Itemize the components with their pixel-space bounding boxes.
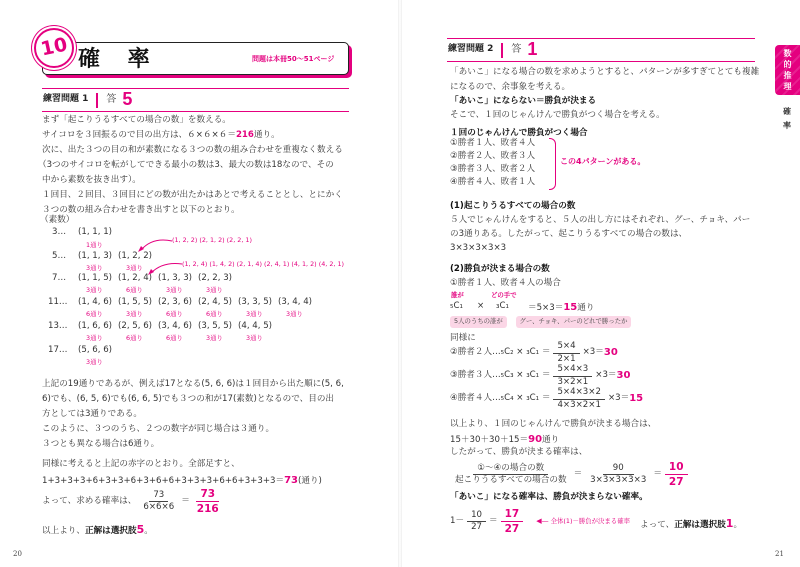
summation-expression: 1+3+3+3+6+3+3+6+3+6+6+3+3+3+6+6+3+3+3＝73(通り) <box>42 475 322 486</box>
key-point: 「あいこ」にならない＝勝負が決まる <box>450 96 597 106</box>
problem-2-header: 練習問題 2 答 1 <box>447 38 755 62</box>
arrow-icon <box>146 262 186 278</box>
chapter-number-badge: 10 <box>34 28 74 68</box>
arrow-icon <box>136 238 176 254</box>
final-calc: 1－ $\frac{10}{27}$ ＝ $\frac{17}{27}$ ◀— 全体(1)－勝負が決まる確率 <box>450 508 630 536</box>
result-fraction: $\frac{73}{216}$ <box>196 488 219 516</box>
probability-fraction: $\frac{\text{①～④の場合の数}}{\text{起こりうるすべての場合の数}}$ ＝ $\frac{90}{3\times 3\times 3\times 3\times 3}$ ＝ $\frac{10}{27}$ <box>448 460 691 489</box>
arrow-left-icon: ◀— <box>536 517 549 526</box>
fraction: $\frac{73}{6\times 6\times 6}$ <box>143 489 175 513</box>
conclusion: 以上より、正解は選択肢5。 <box>42 523 153 536</box>
side-tab-category: 数的推理 <box>775 45 800 95</box>
callout-who: 5人のうちの誰が <box>450 316 507 328</box>
conclusion: よって、正解は選択肢1。 <box>640 517 743 530</box>
section-heading: １回のじゃんけんで勝負がつく場合 <box>450 128 588 138</box>
problem-label: 練習問題 1 <box>43 94 89 105</box>
bracket-icon <box>549 138 556 190</box>
sum-label: 11… <box>48 297 68 307</box>
chapter-reference: 問題は本冊50～51ページ <box>252 55 335 63</box>
divider <box>501 43 503 58</box>
combo: (1, 1, 1) <box>78 227 113 237</box>
patterns-note: この4パターンがある。 <box>560 157 646 166</box>
permutation-note-124: (1, 2, 4) (1, 4, 2) (2, 1, 4) (2, 4, 1) (4, 1, 2) (4, 2, 1) <box>182 260 345 268</box>
answer-label: 答 <box>106 94 117 106</box>
answer-value: 5 <box>122 89 133 110</box>
page-number: 21 <box>775 550 784 558</box>
sum-label: 13… <box>48 321 68 331</box>
probability-calc: よって、求める確率は、 $\frac{73}{6\times 6\times 6}$ ＝ $\frac{73}{216}$ <box>42 487 226 516</box>
primes-label: （素数） <box>40 215 75 225</box>
section-heading: (1)起こりうるすべての場合の数 <box>450 201 576 211</box>
summation-intro: 同様に考えると上記の赤字のとおり。全部足すと、 <box>42 459 240 469</box>
section-heading: (2)勝負が決まる場合の数 <box>450 264 550 274</box>
sum-label: 7… <box>52 273 67 283</box>
problem-1-header <box>42 88 349 112</box>
aiko-statement: 「あいこ」になる確率は、勝負が決まらない確率。 <box>450 492 648 502</box>
case-row: ②勝者２人…₅C₂ × ₃C₁ ＝ $\frac{5\times 4}{2\times 1}$ ×3＝ 30 <box>450 341 618 364</box>
left-page: 10 確 率 問題は本冊50～51ページ 練習問題 1 答 5 まず「起こりうるすべての場合の数」を数える。 サイコロを３回振るので目の出方は、６×６×６＝216通り。 次に、出た３つの目の和が素数になる３つの数の組み合わせを重複なく数える （3つのサイコロを転がしてできる最小の数は3、最大の数は18なので、その 中から素数を抜き出す）。 １回目、２回目、３回目にどの数が出たかはあとで考えることとし、とにかく ３つの数の組み合わせを書き出すと以下のとおり。 （素数） 3… (1, 1, 1) 1通り 5… (1, 1, 3) (1, 2, 2) 3通り 3通り 7… (1, 1, 5) (1, 2, 4) (1, 3, 3) (2, 2, 3) 3通り 6通り 3通り 3通り 11… (1, 4, 6) (1, 5, 5) (2, 3, 6) (2, 4, 5) (3, 3, 5) (3, 4, 4) 6通り 3通り 6通り 6通り 3通り 3通り 13… (1, 6, 6) (2, 5, 6) (3, 4, 6) (3, 5, 5) (4, 4, 5) 3通り 6通り 6通り 3通り 3通り 17… (5, 6, 6) 3通り (1, 2, 2) (2, 1, 2) (2, 2, 1) (1, 2, 4) (1, 4, 2) (2, 1, 4) (2, 4, 1) (4, 1, 2) (4, 2, 1) 上記の19通りであるが、例えば17となる(5, 6, 6)は１回目から出た順に(5, 6, 6)でも、(6, 5, 6)でも(6, 6, 5)でも３つの和が17(素数)となるので、目の出 方としては3通りである。 このように、３つのうち、２つの数字が同じ場合は３通り。 ３つとも異なる場合は6通り。 同様に考えると上記の赤字のとおり。全部足すと、 1+3+3+3+6+3+3+6+3+6+6+3+3+3+6+6+3+3+3＝73(通り) よって、求める確率は、 $\frac{73}{6\times 6\times 6}$ ＝ $\frac{73}{216}$ 以上より、正解は選択肢5。 20 <box>0 0 400 567</box>
case-row: ③勝者３人…₅C₃ × ₃C₁ ＝ $\frac{5\times 4\times 3}{3\times 2\times 1}$ ×3＝ 30 <box>450 364 631 387</box>
permutation-note-122: (1, 2, 2) (2, 1, 2) (2, 2, 1) <box>172 236 252 244</box>
case-row: ④勝者４人…₅C₄ × ₃C₁ ＝ $\frac{5\times 4\times 3\times 2}{4\times 3\times 2\times 1}$ ×3＝ 15 <box>450 387 644 410</box>
sum-label: 17… <box>48 345 68 355</box>
side-tab-chapter: 確率 <box>783 107 791 130</box>
divider <box>96 93 98 108</box>
sum-label: 3… <box>52 227 67 237</box>
callout-hand: グー、チョキ、パーのどれで勝ったか <box>516 316 632 328</box>
chapter-title: 確 率 <box>78 47 160 72</box>
page-number: 20 <box>13 550 22 558</box>
sum-label: 5… <box>52 251 67 261</box>
